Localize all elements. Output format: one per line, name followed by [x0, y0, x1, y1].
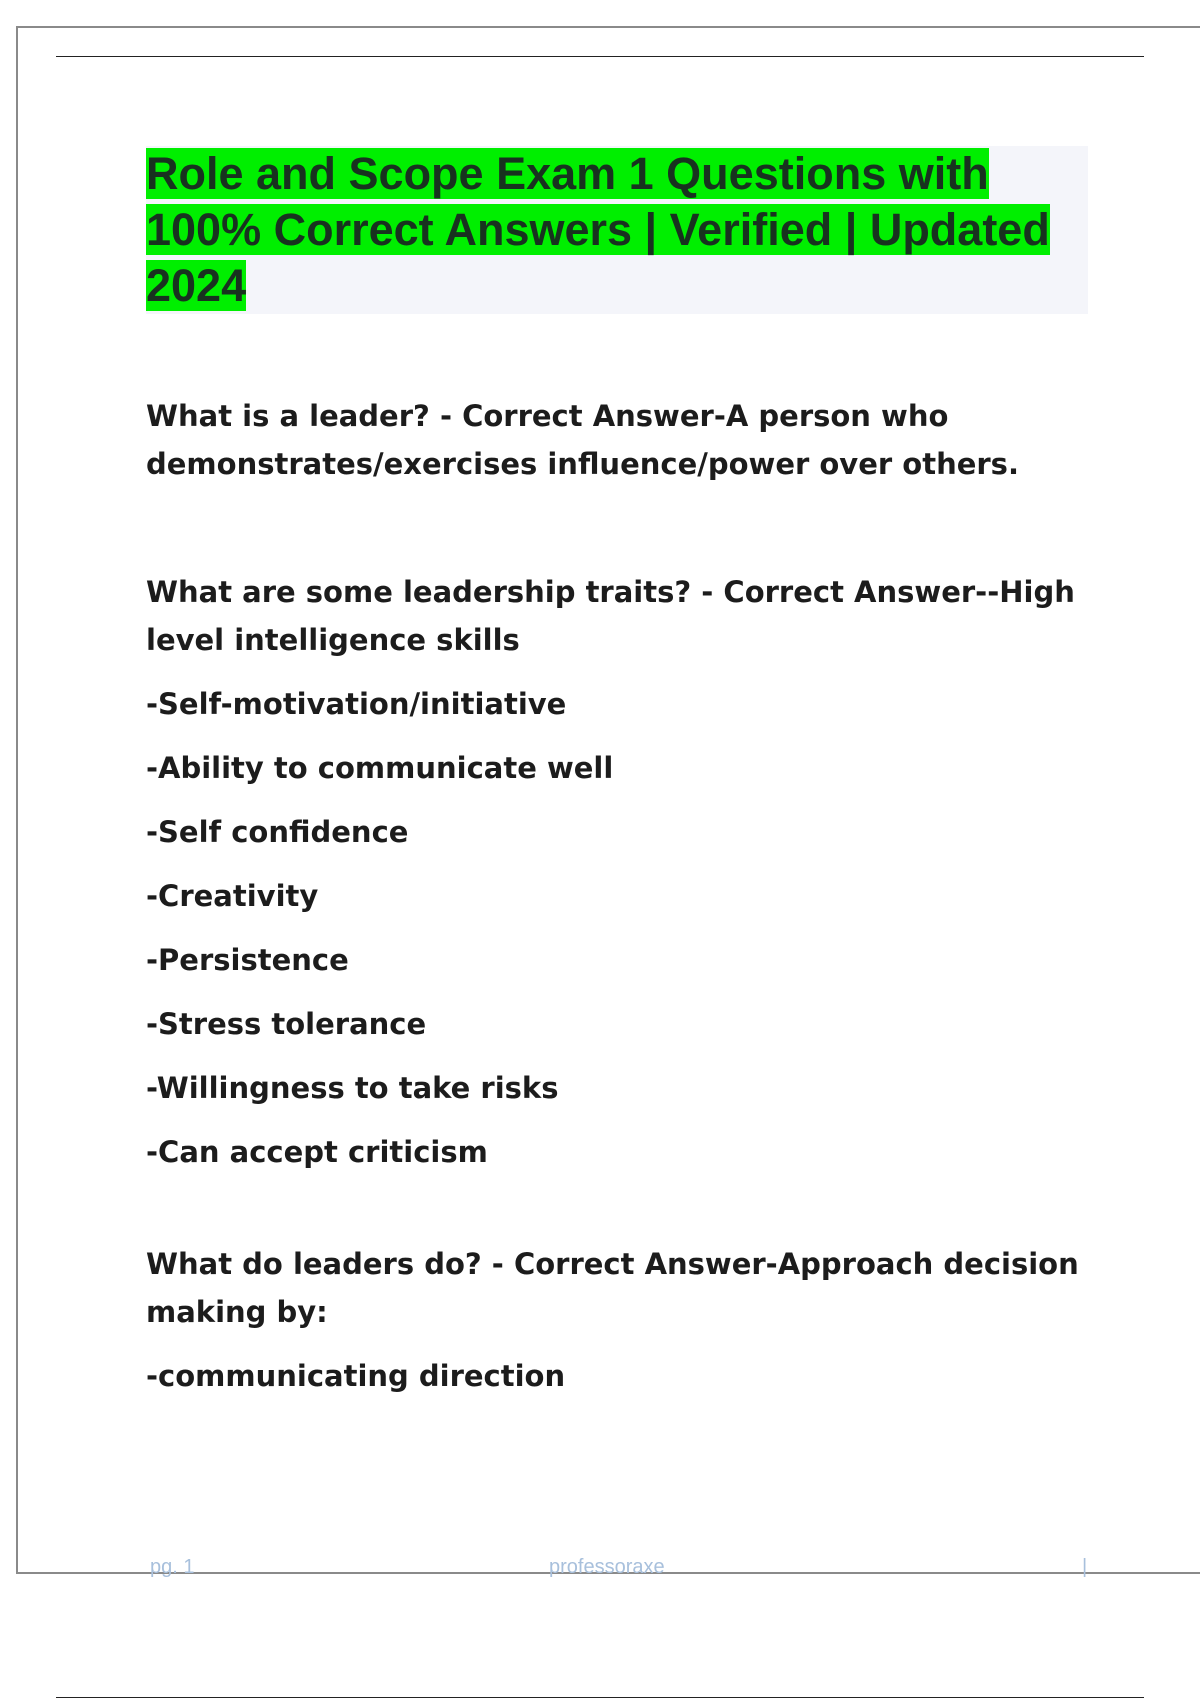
list-item: -Self-motivation/initiative — [146, 687, 567, 721]
page-number: pg. 1 — [150, 1556, 195, 1578]
title-highlight: Role and Scope Exam 1 Questions with 100% Correct Answers | Verified | Updated 2024 — [146, 148, 1050, 311]
document-body — [146, 392, 1106, 1400]
question-answer: What is a leader? - Correct Answer-A person who demonstrates/exercises influence/power over others. — [146, 399, 1019, 481]
list-item: -Persistence — [146, 943, 349, 977]
title-block — [146, 146, 1088, 314]
page-border-left — [16, 26, 18, 1572]
next-page-header-rule — [56, 1697, 1144, 1698]
page-border-top — [16, 26, 1200, 28]
list-item: -Self confidence — [146, 815, 409, 849]
question-answer: What do leaders do? - Correct Answer-Approach decision making by: — [146, 1247, 1079, 1329]
list-item: -Stress tolerance — [146, 1007, 427, 1041]
document-title — [146, 146, 1088, 314]
footer-author: professoraxe — [549, 1556, 665, 1578]
footer-separator: | — [1082, 1556, 1088, 1578]
list-item: -Ability to communicate well — [146, 751, 614, 785]
list-item: -communicating direction — [146, 1359, 566, 1393]
page-footer — [0, 1556, 1200, 1586]
list-item: -Can accept criticism — [146, 1135, 488, 1169]
list-item: -Creativity — [146, 879, 319, 913]
header-rule — [56, 56, 1144, 57]
list-item: -Willingness to take risks — [146, 1071, 559, 1105]
question-answer: What are some leadership traits? - Correct Answer--High level intelligence skills — [146, 575, 1075, 657]
